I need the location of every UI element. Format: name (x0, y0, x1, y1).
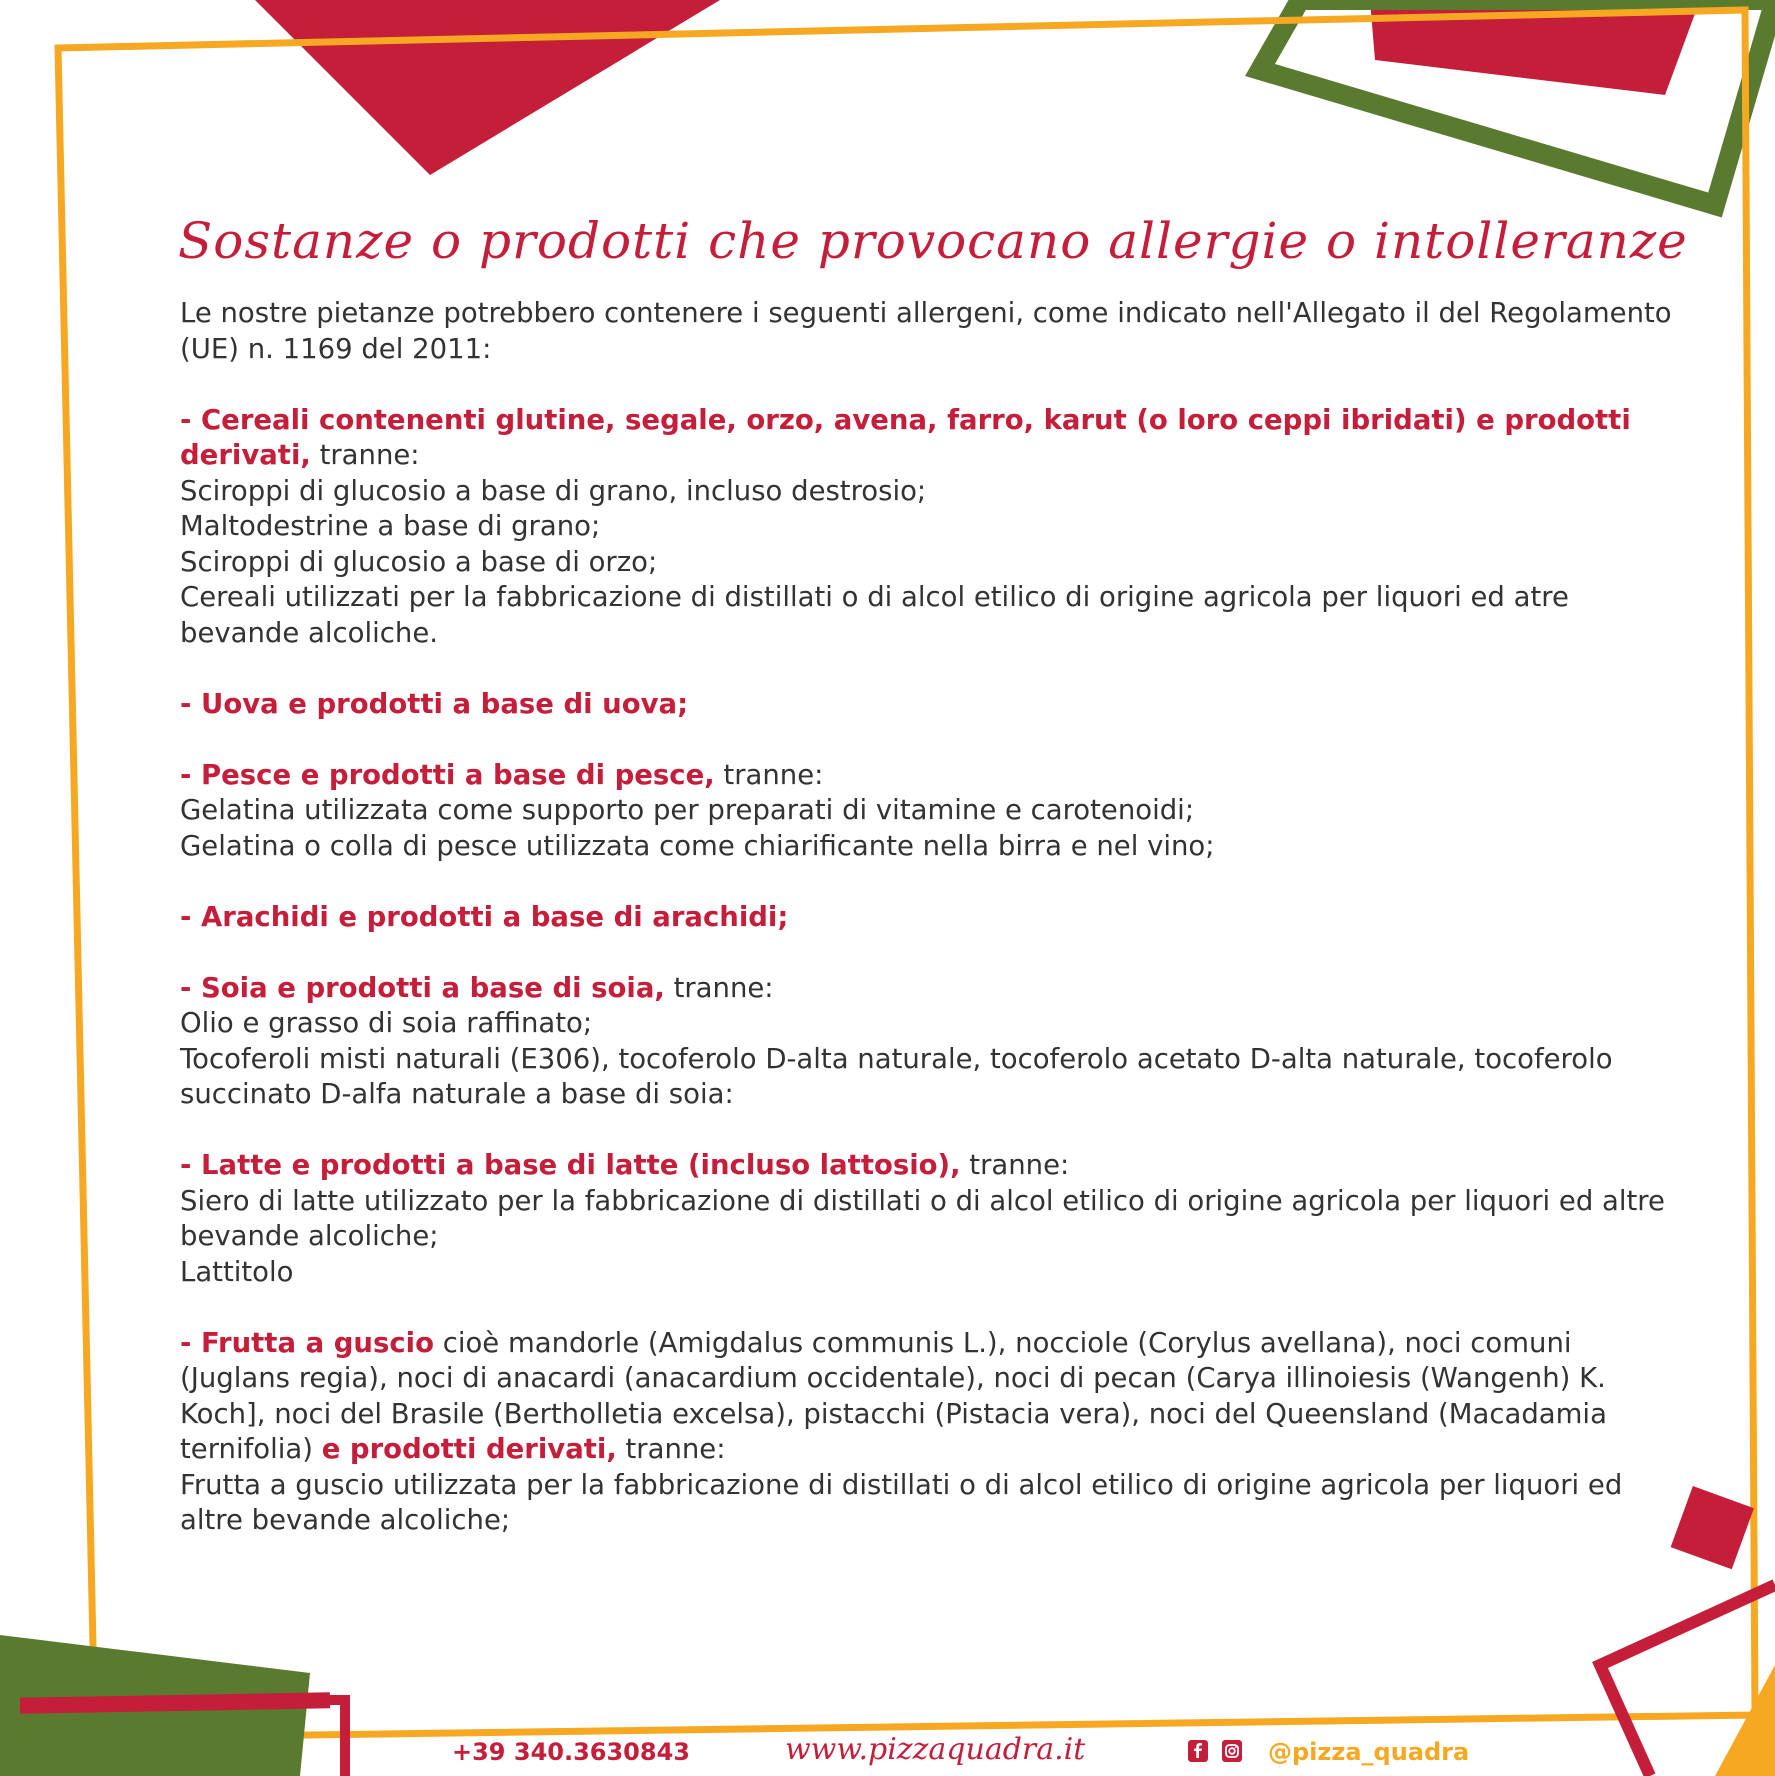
page-title: Sostanze o prodotti che provocano allergie o intolleranze (178, 212, 1688, 270)
social-handle[interactable]: @pizza_quadra (1268, 1738, 1470, 1766)
list-item: Sciroppi di glucosio a base di grano, incluso destrosio; (180, 474, 927, 507)
section-frutta (180, 1326, 1680, 1539)
section-uova (180, 687, 1680, 723)
list-item: Gelatina utilizzata come supporto per preparati di vitamine e carotenoidi; (180, 794, 1195, 826)
orange-triangle-bottom-right (1715, 1665, 1775, 1776)
section-suffix: tranne: (616, 1433, 726, 1465)
section-heading: - Cereali contenenti glutine, segale, orzo, avena, farro, karut (o loro ceppi ibridati) e prodotti derivati, (180, 403, 1631, 471)
list-item: Olio e grasso di soia raffinato; (180, 1007, 593, 1039)
section-arachidi (180, 900, 1680, 936)
list-item: Siero di latte utilizzato per la fabbricazione di distillati o di alcol etilico di origine agricola per liquori ed altre bevande alcoliche; (180, 1184, 1665, 1252)
intro-text: Le nostre pietanze potrebbero contenere i seguenti allergeni, come indicato nell'Allegato il del Regolamento (UE) n. 1169 del 2011: (180, 297, 1672, 365)
section-heading: - Arachidi e prodotti a base di arachidi; (180, 900, 789, 933)
list-item: Gelatina o colla di pesce utilizzata come chiarificante nella birra e nel vino; (180, 829, 1215, 862)
section-heading: - Pesce e prodotti a base di pesce, (180, 758, 715, 791)
red-triangle-top (255, 0, 720, 175)
section-cereali (180, 403, 1680, 652)
section-suffix: tranne: (960, 1149, 1070, 1181)
section-suffix: tranne: (664, 971, 774, 1004)
section-soia (180, 971, 1680, 1113)
list-item: Cereali utilizzati per la fabbricazione di distillati o di alcol etilico di origine agricola per liquori ed atre bevande alcoliche. (180, 581, 1569, 649)
instagram-icon[interactable] (1222, 1740, 1242, 1762)
red-square-right (1671, 1486, 1754, 1569)
section-heading-2: e prodotti derivati, (321, 1433, 617, 1465)
section-pesce (180, 758, 1680, 865)
section-heading: - Latte e prodotti a base di latte (incluso lattosio), (180, 1149, 961, 1181)
list-item: Sciroppi di glucosio a base di orzo; (180, 545, 658, 578)
facebook-icon[interactable] (1188, 1740, 1208, 1762)
website-link[interactable]: www.pizzaquadra.it (785, 1732, 1086, 1767)
list-item: Frutta a guscio utilizzata per la fabbricazione di distillati o di alcol etilico di origine agricola per liquori ed altre bevande alcoliche; (180, 1468, 1623, 1536)
section-heading: - Uova e prodotti a base di uova; (180, 687, 689, 720)
allergen-content (180, 296, 1680, 1574)
list-item: Tocoferoli misti naturali (E306), tocoferolo D-alta naturale, tocoferolo acetato D-alta naturale, tocoferolo succinato D-alfa naturale a base di soia: (180, 1042, 1613, 1110)
list-item: Lattitolo (180, 1255, 294, 1288)
phone-number[interactable]: +39 340.3630843 (452, 1738, 690, 1766)
section-suffix: tranne: (714, 758, 824, 791)
section-latte (180, 1148, 1680, 1290)
section-heading: - Frutta a guscio (180, 1326, 434, 1359)
list-item: Maltodestrine a base di grano; (180, 510, 601, 542)
section-suffix: tranne: (310, 439, 420, 471)
section-heading: - Soia e prodotti a base di soia, (180, 971, 665, 1004)
section-body: cioè mandorle (Amigdalus communis L.), nocciole (Corylus avellana), noci comuni (Juglans regia), noci di anacardi (anacardium occidentale), noci di pecan (Carya illinoiesis (Wangenh) K. Koch], noci del Brasile (Bertholletia excelsa), pistacchi (Pistacia vera), noci del Queensland (Macadamia ternifolia) (180, 1326, 1607, 1465)
